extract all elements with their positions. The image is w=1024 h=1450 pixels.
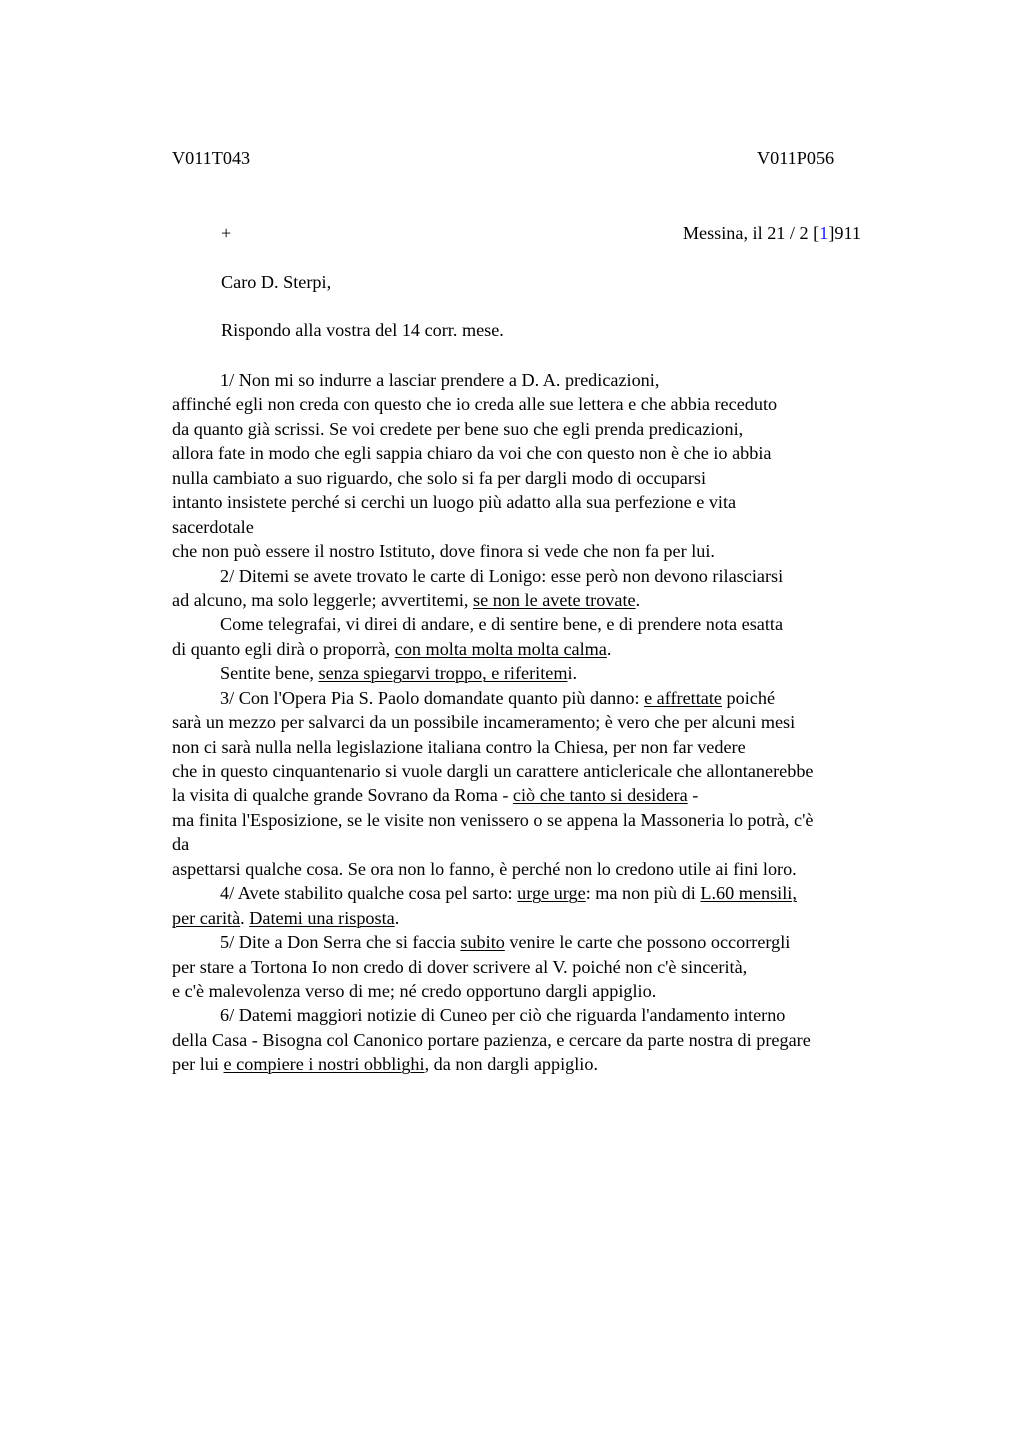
date-bracket-digit: 1 (819, 223, 829, 243)
text-run: 5/ Dite a Don Serra che si faccia (220, 932, 461, 953)
body-line: che non può essere il nostro Istituto, dove finora si vede che non fa per lui. (172, 541, 715, 562)
body-line: affinché egli non creda con questo che io creda alle sue lettera e che abbia receduto (172, 394, 778, 415)
date-suffix: ]911 (828, 223, 861, 243)
body-line (172, 930, 912, 954)
body-line (172, 881, 912, 905)
body-line (172, 588, 912, 612)
body-line (172, 1052, 912, 1076)
body-line: da quanto già scrissi. Se voi credete per bene suo che egli prenda predicazioni, (172, 418, 744, 439)
text-run: . (394, 907, 400, 928)
document-code-right: V011P056 (757, 148, 835, 168)
text-run: . (635, 589, 641, 610)
body-line: da (172, 834, 190, 855)
cross-symbol: + (221, 223, 232, 243)
letter-date (683, 224, 861, 242)
body-line: nulla cambiato a suo riguardo, che solo si fa per dargli modo di occuparsi (172, 467, 707, 488)
body-line: per stare a Tortona Io non credo di dover scrivere al V. poiché non c'è sincerità, (172, 956, 748, 977)
text-run: - (687, 785, 699, 806)
underlined-text: e compiere i nostri obblighi (223, 1054, 425, 1075)
text-run: di quanto egli dirà o proporrà, (172, 638, 395, 659)
underlined-text: per carità (172, 907, 241, 928)
body-line (172, 637, 912, 661)
underlined-text: ciò che tanto si desidera (512, 785, 688, 806)
underlined-text: senza spiegarvi troppo, e riferitem (318, 663, 568, 684)
body-line (172, 686, 912, 710)
body-line: 2/ Ditemi se avete trovato le carte di Lonigo: esse però non devono rilasciarsi (220, 565, 784, 586)
text-run: . (240, 907, 250, 928)
underlined-text: con molta molta molta calma (394, 638, 607, 659)
body-line: sarà un mezzo per salvarci da un possibile incameramento; è vero che per alcuni mesi (172, 712, 796, 733)
text-run: 4/ Avete stabilito qualche cosa pel sarto: (220, 883, 518, 904)
body-line: sacerdotale (172, 516, 254, 537)
body-line: Come telegrafai, vi direi di andare, e di sentire bene, e di prendere nota esatta (220, 614, 784, 635)
letter-body (172, 368, 912, 1077)
body-line: 6/ Datemi maggiori notizie di Cuneo per ciò che riguarda l'andamento interno (220, 1005, 786, 1026)
body-line (172, 783, 912, 807)
text-run: i. (567, 663, 578, 684)
underlined-text: urge urge (517, 883, 586, 904)
text-run: la visita di qualche grande Sovrano da Roma - (172, 785, 513, 806)
text-run: per lui (172, 1054, 224, 1075)
date-prefix: Messina, il 21 / 2 [ (682, 223, 820, 243)
body-line (172, 906, 912, 930)
underlined-text: Datemi una risposta (249, 907, 395, 928)
document-code-left: V011T043 (172, 148, 251, 168)
text-run: poiché (721, 687, 776, 708)
underlined-text: L.60 mensili, (700, 883, 797, 904)
body-line (172, 661, 912, 685)
text-run: venire le carte che possono occorrergli (504, 932, 791, 953)
underlined-text: se non le avete trovate (473, 589, 636, 610)
text-run: 3/ Con l'Opera Pia S. Paolo domandate quanto più danno: (220, 687, 645, 708)
text-run: ad alcuno, ma solo leggerle; avvertitemi, (172, 589, 473, 610)
text-run: . (606, 638, 612, 659)
body-line: aspettarsi qualche cosa. Se ora non lo fanno, è perché non lo credono utile ai fini loro. (172, 858, 797, 879)
text-run: : ma non più di (585, 883, 701, 904)
body-line: allora fate in modo che egli sappia chiaro da voi che con questo non è che io abbia (172, 443, 772, 464)
body-line: della Casa - Bisogna col Canonico portare pazienza, e cercare da parte nostra di pregare (172, 1029, 811, 1050)
body-line: non ci sarà nulla nella legislazione italiana contro la Chiesa, per non far vedere (172, 736, 746, 757)
body-line: e c'è malevolenza verso di me; né credo opportuno dargli appiglio. (172, 980, 657, 1001)
salutation: Caro D. Sterpi, (221, 272, 332, 292)
text-run: Sentite bene, (220, 663, 319, 684)
body-line: intanto insistete perché si cerchi un luogo più adatto alla sua perfezione e vita (172, 492, 737, 513)
body-line: 1/ Non mi so indurre a lasciar prendere a D. A. predicazioni, (220, 370, 660, 390)
opening-line: Rispondo alla vostra del 14 corr. mese. (221, 320, 504, 340)
body-line: ma finita l'Esposizione, se le visite non venissero o se appena la Massoneria lo potrà, c'è (172, 809, 814, 830)
underlined-text: e affrettate (644, 687, 722, 708)
text-run: , da non dargli appiglio. (424, 1054, 598, 1075)
underlined-text: subito (460, 932, 505, 953)
body-line: che in questo cinquantenario si vuole dargli un carattere anticlericale che allontanerebbe (172, 761, 814, 781)
